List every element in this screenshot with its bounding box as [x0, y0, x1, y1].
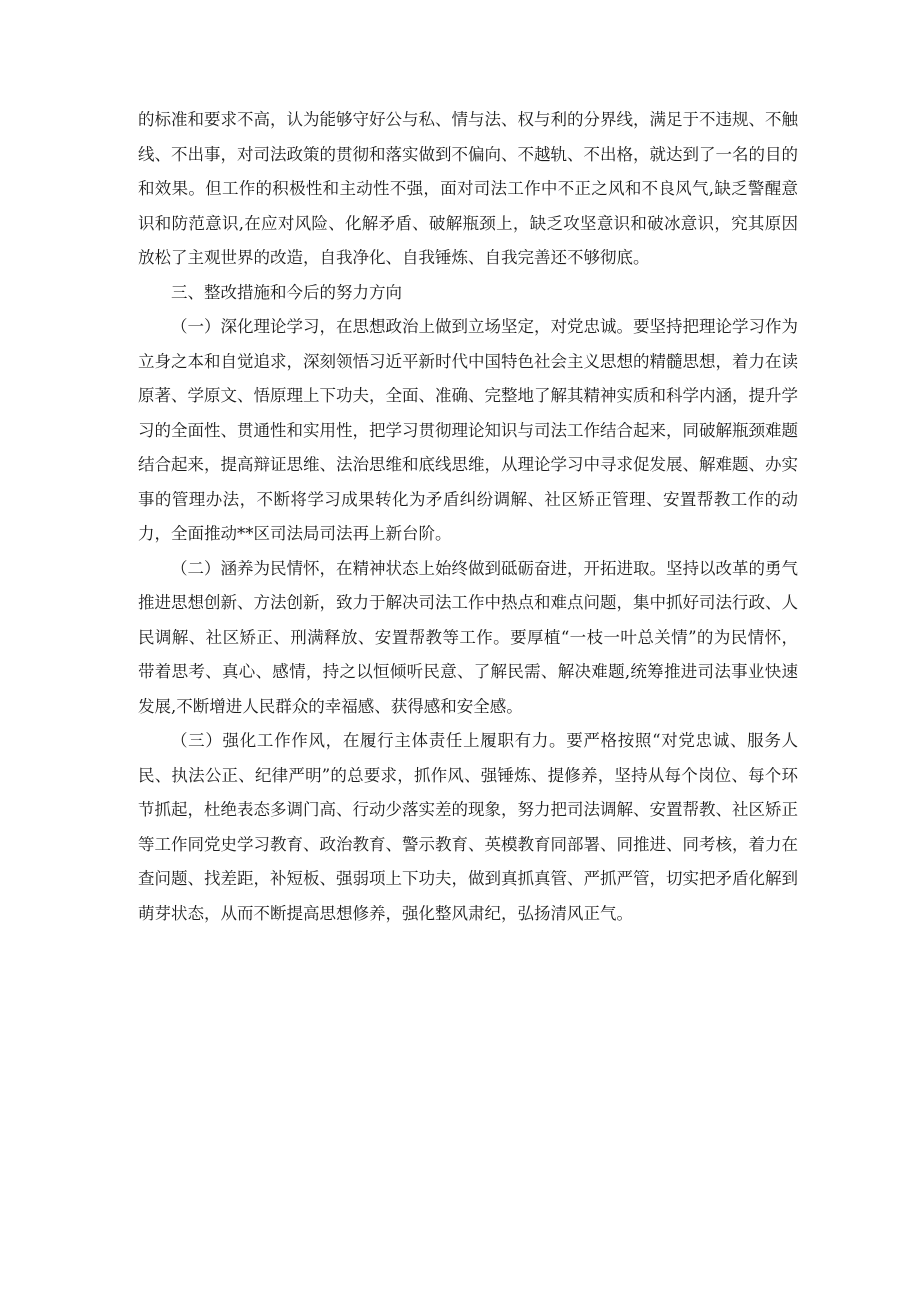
- document-body: [138, 103, 798, 931]
- paragraph-item-1: （一）深化理论学习，在思想政治上做到立场坚定，对党忠诚。要坚持把理论学习作为立身之本和自觉追求，深刻领悟习近平新时代中国特色社会主义思想的精髓思想，着力在读原著、学原文、悟原理上下功夫，全面、准确、完整地了解其精神实质和科学内涵，提升学习的全面性、贯通性和实用性，把学习贯彻理论知识与司法工作结合起来，同破解瓶颈难题结合起来，提高辩证思维、法治思维和底线思维，从理论学习中寻求促发展、解难题、办实事的管理办法，不断将学习成果转化为矛盾纠纷调解、社区矫正管理、安置帮教工作的动力，全面推动**区司法局司法再上新台阶。: [138, 317, 798, 543]
- paragraph-item-2: （二）涵养为民情怀，在精神状态上始终做到砥砺奋进，开拓进取。坚持以改革的勇气推进思想创新、方法创新，致力于解决司法工作中热点和难点问题，集中抓好司法行政、人民调解、社区矫正、刑满释放、安置帮教等工作。要厚植“一枝一叶总关情”的为民情怀，带着思考、真心、感情，持之以恒倾听民意、了解民需、解决难题,统筹推进司法事业快速发展,不断增进人民群众的幸福感、获得感和安全感。: [138, 558, 798, 716]
- paragraph-item-3: （三）强化工作作风，在履行主体责任上履职有力。要严格按照“对党忠诚、服务人民、执法公正、纪律严明”的总要求，抓作风、强锤炼、提修养，坚持从每个岗位、每个环节抓起，杜绝表态多调门高、行动少落实差的现象，努力把司法调解、安置帮教、社区矫正等工作同党史学习教育、政治教育、警示教育、英模教育同部署、同推进、同考核，着力在查问题、找差距，补短板、强弱项上下功夫，做到真抓真管、严抓严管，切实把矛盾化解到萌芽状态，从而不断提高思想修养，强化整风肃纪，弘扬清风正气。: [138, 731, 798, 923]
- paragraph-continuation: 的标准和要求不高，认为能够守好公与私、情与法、权与利的分界线，满足于不违规、不触线、不出事，对司法政策的贯彻和落实做到不偏向、不越轨、不出格，就达到了一名的目的和效果。但工作的积极性和主动性不强，面对司法工作中不正之风和不良风气,缺乏警醒意识和防范意识,在应对风险、化解矛盾、破解瓶颈上，缺乏攻坚意识和破冰意识，究其原因放松了主观世界的改造，自我净化、自我锤炼、自我完善还不够彻底。: [138, 110, 798, 267]
- section-heading: 三、整改措施和今后的努力方向: [171, 282, 402, 302]
